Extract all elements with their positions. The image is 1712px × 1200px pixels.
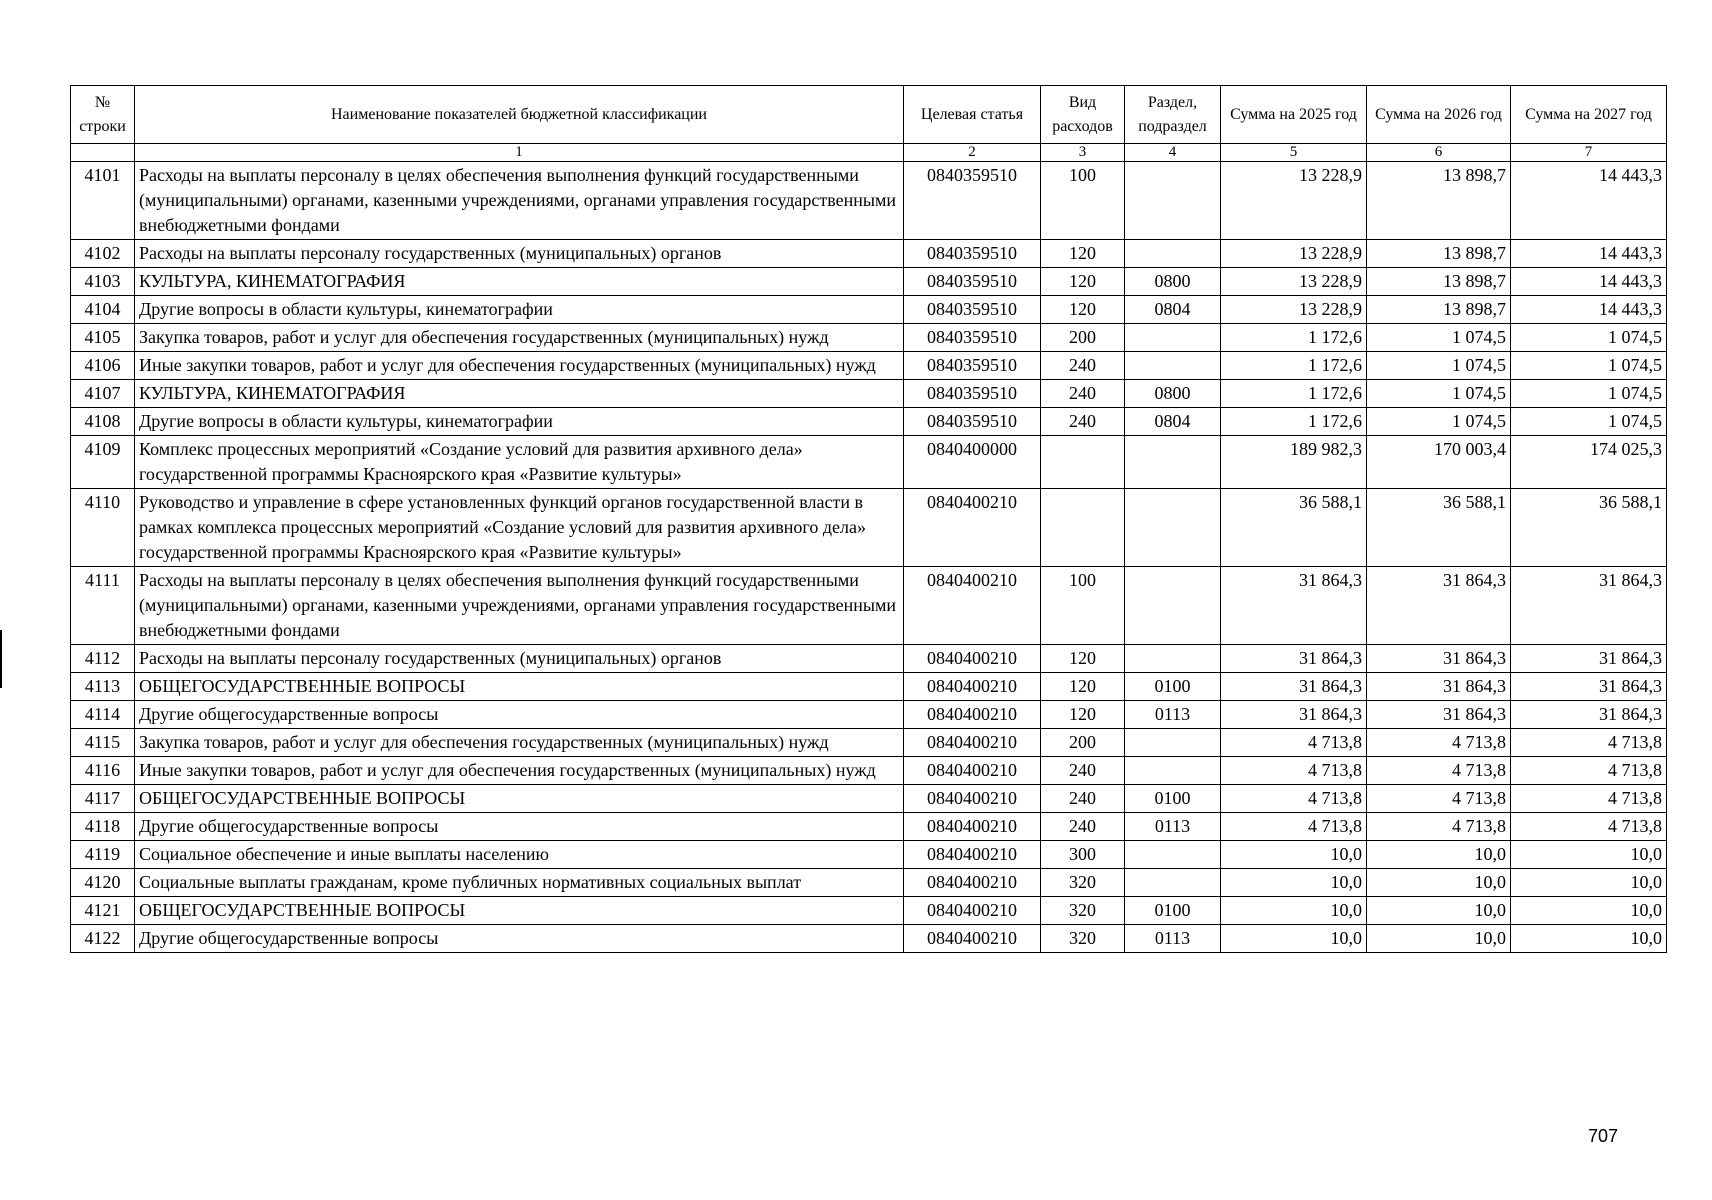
section-cell: [1125, 489, 1221, 567]
sum-2027-cell: 4 713,8: [1511, 729, 1667, 757]
sum-2026-cell: 31 864,3: [1367, 567, 1511, 645]
sum-2026-cell: 1 074,5: [1367, 380, 1511, 408]
row-name-cell: Другие вопросы в области культуры, кинематографии: [135, 408, 904, 436]
row-name-cell: ОБЩЕГОСУДАРСТВЕННЫЕ ВОПРОСЫ: [135, 785, 904, 813]
sum-2025-cell: 1 172,6: [1221, 352, 1367, 380]
section-cell: 0113: [1125, 701, 1221, 729]
expense-type-cell: 120: [1041, 296, 1125, 324]
sum-2026-cell: 4 713,8: [1367, 729, 1511, 757]
target-article-cell: 0840359510: [904, 352, 1041, 380]
sum-2027-cell: 31 864,3: [1511, 567, 1667, 645]
row-number-cell: 4105: [71, 324, 135, 352]
section-cell: [1125, 567, 1221, 645]
expense-type-cell: 200: [1041, 729, 1125, 757]
header-target: Целевая статья: [904, 86, 1041, 144]
target-article-cell: 0840359510: [904, 240, 1041, 268]
table-row: [71, 673, 1667, 701]
row-name-cell: КУЛЬТУРА, КИНЕМАТОГРАФИЯ: [135, 380, 904, 408]
sum-2027-cell: 31 864,3: [1511, 645, 1667, 673]
sum-2025-cell: 31 864,3: [1221, 567, 1367, 645]
sum-2026-cell: 13 898,7: [1367, 268, 1511, 296]
target-article-cell: 0840400210: [904, 673, 1041, 701]
table-row: [71, 729, 1667, 757]
row-name-cell: Закупка товаров, работ и услуг для обеспечения государственных (муниципальных) нужд: [135, 729, 904, 757]
budget-table: [70, 85, 1667, 953]
expense-type-cell: 100: [1041, 162, 1125, 240]
table-row: [71, 489, 1667, 567]
row-name-cell: Другие вопросы в области культуры, кинематографии: [135, 296, 904, 324]
header-sum-2026: Сумма на 2026 год: [1367, 86, 1511, 144]
target-article-cell: 0840400210: [904, 841, 1041, 869]
target-article-cell: 0840400210: [904, 701, 1041, 729]
row-number-cell: 4104: [71, 296, 135, 324]
expense-type-cell: 240: [1041, 408, 1125, 436]
expense-type-cell: 240: [1041, 352, 1125, 380]
row-number-cell: 4109: [71, 436, 135, 489]
expense-type-cell: 240: [1041, 813, 1125, 841]
sum-2027-cell: 1 074,5: [1511, 380, 1667, 408]
target-article-cell: 0840400000: [904, 436, 1041, 489]
expense-type-cell: 100: [1041, 567, 1125, 645]
margin-mark: [0, 630, 2, 688]
expense-type-cell: 240: [1041, 785, 1125, 813]
sum-2027-cell: 10,0: [1511, 869, 1667, 897]
table-row: [71, 757, 1667, 785]
table-row: [71, 645, 1667, 673]
sum-2026-cell: 4 713,8: [1367, 757, 1511, 785]
target-article-cell: 0840359510: [904, 296, 1041, 324]
row-number-cell: 4114: [71, 701, 135, 729]
sum-2026-cell: 10,0: [1367, 841, 1511, 869]
section-cell: [1125, 240, 1221, 268]
column-number-row: [71, 144, 1667, 162]
sum-2026-cell: 10,0: [1367, 925, 1511, 953]
sum-2027-cell: 4 713,8: [1511, 785, 1667, 813]
column-number: 3: [1041, 144, 1125, 162]
row-name-cell: Закупка товаров, работ и услуг для обеспечения государственных (муниципальных) нужд: [135, 324, 904, 352]
header-sum-2027: Сумма на 2027 год: [1511, 86, 1667, 144]
row-name-cell: Другие общегосударственные вопросы: [135, 813, 904, 841]
expense-type-cell: 240: [1041, 757, 1125, 785]
sum-2027-cell: 10,0: [1511, 897, 1667, 925]
table-row: [71, 268, 1667, 296]
section-cell: [1125, 729, 1221, 757]
section-cell: [1125, 841, 1221, 869]
section-cell: 0100: [1125, 673, 1221, 701]
table-row: [71, 701, 1667, 729]
row-name-cell: Иные закупки товаров, работ и услуг для обеспечения государственных (муниципальных) нужд: [135, 352, 904, 380]
sum-2027-cell: 1 074,5: [1511, 408, 1667, 436]
sum-2025-cell: 4 713,8: [1221, 757, 1367, 785]
expense-type-cell: 240: [1041, 380, 1125, 408]
target-article-cell: 0840400210: [904, 729, 1041, 757]
column-number: 6: [1367, 144, 1511, 162]
header-row-no: № строки: [71, 86, 135, 144]
sum-2026-cell: 13 898,7: [1367, 240, 1511, 268]
row-number-cell: 4118: [71, 813, 135, 841]
target-article-cell: 0840359510: [904, 162, 1041, 240]
sum-2026-cell: 10,0: [1367, 897, 1511, 925]
row-name-cell: Социальное обеспечение и иные выплаты населению: [135, 841, 904, 869]
sum-2025-cell: 13 228,9: [1221, 296, 1367, 324]
row-name-cell: Комплекс процессных мероприятий «Создание условий для развития архивного дела» государственной программы Красноярского края «Развитие культуры»: [135, 436, 904, 489]
row-name-cell: Расходы на выплаты персоналу в целях обеспечения выполнения функций государственными (муниципальными) органами, казенными учреждениями, органами управления государственными внебюджетными фондами: [135, 567, 904, 645]
table-row: [71, 296, 1667, 324]
sum-2026-cell: 4 713,8: [1367, 785, 1511, 813]
expense-type-cell: 200: [1041, 324, 1125, 352]
table-row: [71, 897, 1667, 925]
row-number-cell: 4111: [71, 567, 135, 645]
expense-type-cell: 320: [1041, 897, 1125, 925]
expense-type-cell: 120: [1041, 240, 1125, 268]
sum-2027-cell: 4 713,8: [1511, 757, 1667, 785]
sum-2027-cell: 14 443,3: [1511, 296, 1667, 324]
sum-2026-cell: 1 074,5: [1367, 408, 1511, 436]
table-row: [71, 567, 1667, 645]
expense-type-cell: 320: [1041, 925, 1125, 953]
sum-2025-cell: 1 172,6: [1221, 408, 1367, 436]
sum-2025-cell: 10,0: [1221, 925, 1367, 953]
sum-2025-cell: 189 982,3: [1221, 436, 1367, 489]
row-name-cell: Другие общегосударственные вопросы: [135, 701, 904, 729]
sum-2026-cell: 1 074,5: [1367, 324, 1511, 352]
section-cell: [1125, 869, 1221, 897]
section-cell: 0800: [1125, 268, 1221, 296]
table-row: [71, 841, 1667, 869]
sum-2027-cell: 1 074,5: [1511, 324, 1667, 352]
expense-type-cell: 320: [1041, 869, 1125, 897]
sum-2027-cell: 174 025,3: [1511, 436, 1667, 489]
table-row: [71, 162, 1667, 240]
sum-2025-cell: 4 713,8: [1221, 729, 1367, 757]
section-cell: [1125, 436, 1221, 489]
sum-2027-cell: 14 443,3: [1511, 268, 1667, 296]
section-cell: 0804: [1125, 296, 1221, 324]
sum-2026-cell: 1 074,5: [1367, 352, 1511, 380]
row-number-cell: 4107: [71, 380, 135, 408]
row-number-cell: 4112: [71, 645, 135, 673]
sum-2025-cell: 4 713,8: [1221, 813, 1367, 841]
section-cell: 0100: [1125, 897, 1221, 925]
row-number-cell: 4122: [71, 925, 135, 953]
row-name-cell: Расходы на выплаты персоналу в целях обеспечения выполнения функций государственными (муниципальными) органами, казенными учреждениями, органами управления государственными внебюджетными фондами: [135, 162, 904, 240]
column-number: 2: [904, 144, 1041, 162]
sum-2025-cell: 13 228,9: [1221, 162, 1367, 240]
row-number-cell: 4113: [71, 673, 135, 701]
sum-2025-cell: 1 172,6: [1221, 380, 1367, 408]
row-name-cell: Социальные выплаты гражданам, кроме публичных нормативных социальных выплат: [135, 869, 904, 897]
target-article-cell: 0840400210: [904, 645, 1041, 673]
row-name-cell: Иные закупки товаров, работ и услуг для обеспечения государственных (муниципальных) нужд: [135, 757, 904, 785]
row-number-cell: 4110: [71, 489, 135, 567]
section-cell: 0100: [1125, 785, 1221, 813]
row-number-cell: 4115: [71, 729, 135, 757]
column-number-blank: [71, 144, 135, 162]
target-article-cell: 0840400210: [904, 813, 1041, 841]
table-row: [71, 352, 1667, 380]
sum-2025-cell: 31 864,3: [1221, 645, 1367, 673]
expense-type-cell: [1041, 489, 1125, 567]
section-cell: 0800: [1125, 380, 1221, 408]
row-number-cell: 4116: [71, 757, 135, 785]
sum-2027-cell: 1 074,5: [1511, 352, 1667, 380]
row-name-cell: Расходы на выплаты персоналу государственных (муниципальных) органов: [135, 240, 904, 268]
sum-2026-cell: 31 864,3: [1367, 673, 1511, 701]
sum-2026-cell: 13 898,7: [1367, 296, 1511, 324]
sum-2025-cell: 1 172,6: [1221, 324, 1367, 352]
expense-type-cell: 120: [1041, 701, 1125, 729]
sum-2027-cell: 31 864,3: [1511, 673, 1667, 701]
sum-2025-cell: 10,0: [1221, 897, 1367, 925]
expense-type-cell: [1041, 436, 1125, 489]
row-number-cell: 4101: [71, 162, 135, 240]
row-name-cell: ОБЩЕГОСУДАРСТВЕННЫЕ ВОПРОСЫ: [135, 673, 904, 701]
target-article-cell: 0840359510: [904, 408, 1041, 436]
sum-2027-cell: 36 588,1: [1511, 489, 1667, 567]
expense-type-cell: 120: [1041, 673, 1125, 701]
target-article-cell: 0840400210: [904, 869, 1041, 897]
sum-2026-cell: 31 864,3: [1367, 645, 1511, 673]
expense-type-cell: 300: [1041, 841, 1125, 869]
sum-2025-cell: 10,0: [1221, 869, 1367, 897]
sum-2026-cell: 10,0: [1367, 869, 1511, 897]
row-number-cell: 4102: [71, 240, 135, 268]
page-number: 707: [1588, 1126, 1619, 1146]
section-cell: 0113: [1125, 813, 1221, 841]
section-cell: [1125, 757, 1221, 785]
table-row: [71, 380, 1667, 408]
sum-2025-cell: 13 228,9: [1221, 240, 1367, 268]
header-section: Раздел, подраздел: [1125, 86, 1221, 144]
row-number-cell: 4121: [71, 897, 135, 925]
table-row: [71, 785, 1667, 813]
target-article-cell: 0840359510: [904, 324, 1041, 352]
section-cell: 0113: [1125, 925, 1221, 953]
sum-2027-cell: 14 443,3: [1511, 240, 1667, 268]
sum-2026-cell: 31 864,3: [1367, 701, 1511, 729]
column-number: 7: [1511, 144, 1667, 162]
table-header-row: [71, 86, 1667, 144]
section-cell: [1125, 352, 1221, 380]
table-row: [71, 240, 1667, 268]
target-article-cell: 0840400210: [904, 785, 1041, 813]
sum-2027-cell: 10,0: [1511, 925, 1667, 953]
target-article-cell: 0840359510: [904, 268, 1041, 296]
section-cell: [1125, 324, 1221, 352]
header-name: Наименование показателей бюджетной классификации: [135, 86, 904, 144]
target-article-cell: 0840359510: [904, 380, 1041, 408]
sum-2027-cell: 14 443,3: [1511, 162, 1667, 240]
table-row: [71, 925, 1667, 953]
sum-2026-cell: 170 003,4: [1367, 436, 1511, 489]
row-name-cell: Расходы на выплаты персоналу государственных (муниципальных) органов: [135, 645, 904, 673]
expense-type-cell: 120: [1041, 268, 1125, 296]
sum-2026-cell: 4 713,8: [1367, 813, 1511, 841]
row-number-cell: 4103: [71, 268, 135, 296]
table-body: [71, 162, 1667, 953]
sum-2025-cell: 10,0: [1221, 841, 1367, 869]
sum-2025-cell: 36 588,1: [1221, 489, 1367, 567]
row-number-cell: 4108: [71, 408, 135, 436]
sum-2026-cell: 13 898,7: [1367, 162, 1511, 240]
section-cell: [1125, 162, 1221, 240]
column-number: 1: [135, 144, 904, 162]
row-number-cell: 4120: [71, 869, 135, 897]
sum-2027-cell: 4 713,8: [1511, 813, 1667, 841]
target-article-cell: 0840400210: [904, 757, 1041, 785]
section-cell: [1125, 645, 1221, 673]
section-cell: 0804: [1125, 408, 1221, 436]
sum-2025-cell: 31 864,3: [1221, 701, 1367, 729]
row-number-cell: 4119: [71, 841, 135, 869]
row-name-cell: ОБЩЕГОСУДАРСТВЕННЫЕ ВОПРОСЫ: [135, 897, 904, 925]
target-article-cell: 0840400210: [904, 567, 1041, 645]
header-sum-2025: Сумма на 2025 год: [1221, 86, 1367, 144]
table-row: [71, 813, 1667, 841]
row-name-cell: Другие общегосударственные вопросы: [135, 925, 904, 953]
target-article-cell: 0840400210: [904, 925, 1041, 953]
table-row: [71, 408, 1667, 436]
row-name-cell: Руководство и управление в сфере установленных функций органов государственной власти в рамках комплекса процессных мероприятий «Создание условий для развития архивного дела» государственной программы Красноярского края «Развитие культуры»: [135, 489, 904, 567]
target-article-cell: 0840400210: [904, 489, 1041, 567]
header-type: Вид расходов: [1041, 86, 1125, 144]
sum-2027-cell: 31 864,3: [1511, 701, 1667, 729]
sum-2025-cell: 31 864,3: [1221, 673, 1367, 701]
table-row: [71, 436, 1667, 489]
table-row: [71, 324, 1667, 352]
sum-2025-cell: 13 228,9: [1221, 268, 1367, 296]
target-article-cell: 0840400210: [904, 897, 1041, 925]
expense-type-cell: 120: [1041, 645, 1125, 673]
row-name-cell: КУЛЬТУРА, КИНЕМАТОГРАФИЯ: [135, 268, 904, 296]
table-row: [71, 869, 1667, 897]
sum-2025-cell: 4 713,8: [1221, 785, 1367, 813]
row-number-cell: 4106: [71, 352, 135, 380]
row-number-cell: 4117: [71, 785, 135, 813]
sum-2026-cell: 36 588,1: [1367, 489, 1511, 567]
sum-2027-cell: 10,0: [1511, 841, 1667, 869]
column-number: 4: [1125, 144, 1221, 162]
column-number: 5: [1221, 144, 1367, 162]
